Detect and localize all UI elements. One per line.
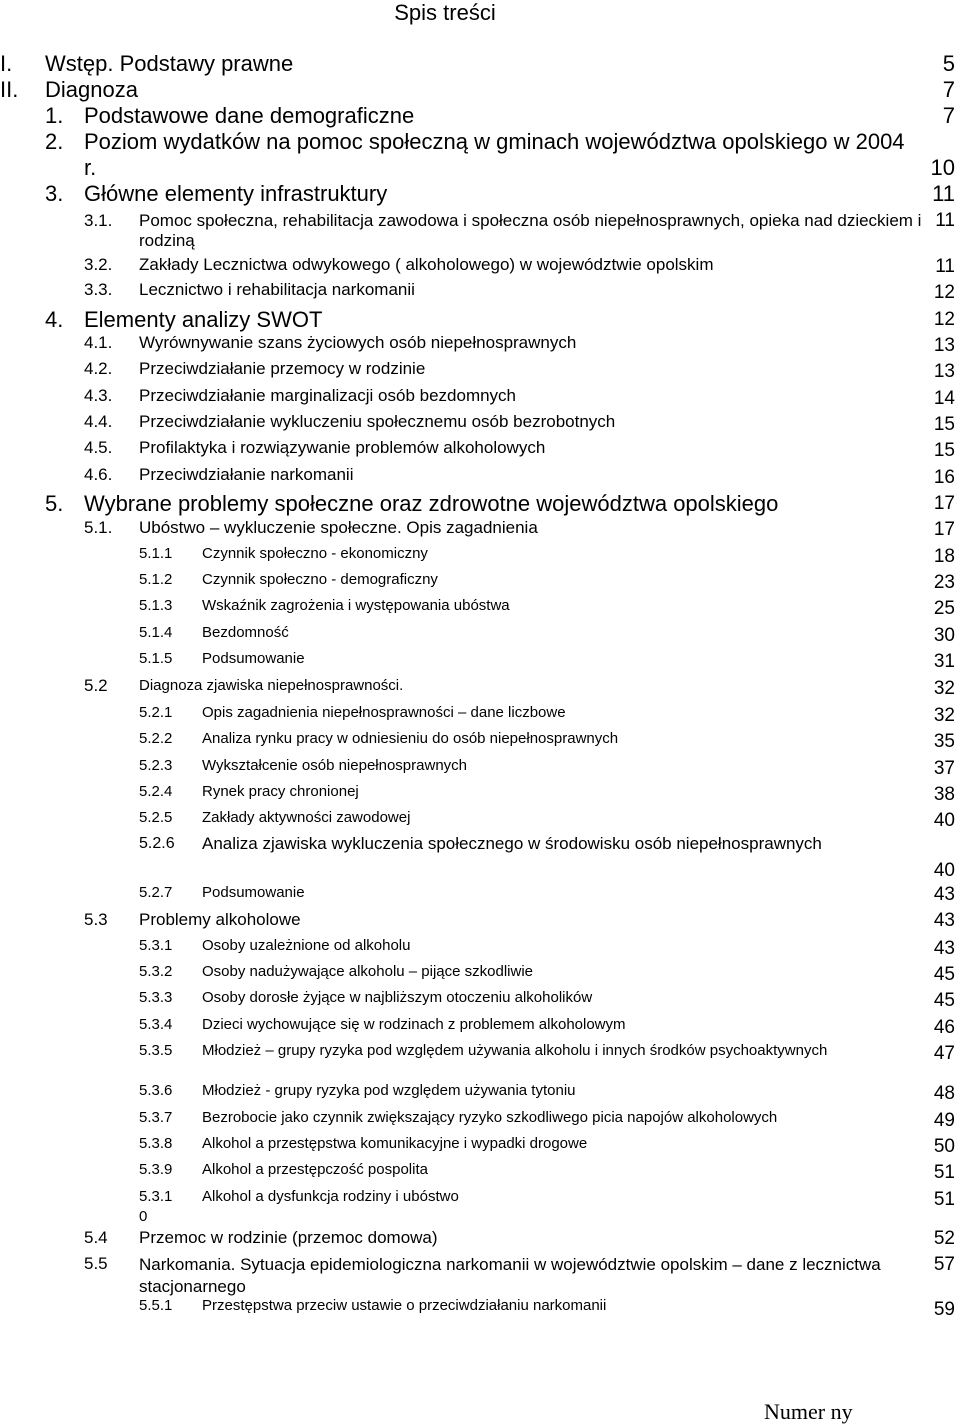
toc-number: 5.1. (84, 518, 113, 537)
toc-page: 11 (935, 256, 955, 277)
toc-text: Rynek pracy chronionej (202, 783, 359, 800)
toc-text: Poziom wydatków na pomoc społeczną w gminach województwa opolskiego w 2004 r. (84, 129, 905, 180)
toc-page: 59 (933, 1299, 955, 1320)
toc-number: 2. (45, 129, 64, 154)
toc-page: 14 (933, 388, 955, 409)
toc-number: 5.2.7 (139, 884, 173, 901)
toc-number: 4.3. (84, 386, 113, 405)
toc-number: 5.1.1 (139, 545, 173, 562)
toc-text: Przeciwdziałanie przemocy w rodzinie (139, 359, 426, 378)
toc-page: 40 (933, 810, 955, 831)
toc-page: 10 (930, 155, 955, 180)
toc-number: 4.4. (84, 412, 113, 431)
toc-page: 11 (932, 181, 955, 206)
toc-text: Wstęp. Podstawy prawne (45, 51, 294, 76)
toc-page: 57 (933, 1254, 955, 1275)
toc-text: Przeciwdziałanie wykluczeniu społecznemu osób bezrobotnych (139, 412, 616, 431)
toc-text: Młodzież - grupy ryzyka pod względem używania tytoniu (202, 1082, 576, 1099)
toc-page: 32 (933, 678, 955, 699)
toc-text: Problemy alkoholowe (139, 910, 301, 929)
toc-number: 5.4 (84, 1228, 108, 1247)
toc-page: 12 (933, 309, 955, 330)
toc-text: Narkomania. Sytuacja epidemiologiczna narkomanii w województwie opolskim – dane z lecznictwa stacjonarnego (139, 1255, 881, 1296)
toc-number: 5.1.3 (139, 597, 173, 614)
toc-number: 5.3.1 0 (139, 1188, 173, 1225)
toc-text: Czynnik społeczno - demograficzny (202, 571, 438, 588)
toc-page: 11 (935, 210, 955, 231)
toc-number: 5.3 (84, 910, 108, 929)
toc-number: 5.2.5 (139, 809, 173, 826)
toc-page: 7 (942, 77, 955, 102)
toc-number: 5.1.5 (139, 650, 173, 667)
toc-number: 5.3.2 (139, 963, 173, 980)
toc-number: 5.3.9 (139, 1161, 173, 1178)
toc-text: Osoby uzależnione od alkoholu (202, 937, 411, 954)
toc-number: 5.2.4 (139, 783, 173, 800)
toc-text: Przeciwdziałanie narkomanii (139, 465, 354, 484)
toc-text: Podstawowe dane demograficzne (84, 103, 415, 128)
toc-text: Wykształcenie osób niepełnosprawnych (202, 757, 468, 774)
toc-number: 5.2 (84, 676, 108, 695)
toc-text: Osoby dorosłe żyjące w najbliższym otoczeniu alkoholików (202, 989, 593, 1006)
toc-page: 45 (933, 990, 955, 1011)
toc-text: Wyrównywanie szans życiowych osób niepełnosprawnych (139, 333, 577, 352)
toc-text: Alkohol a przestępczość pospolita (202, 1161, 428, 1178)
toc-text: Diagnoza zjawiska niepełnosprawności. (139, 677, 404, 694)
toc-number: 5.3.5 (139, 1042, 173, 1059)
toc-text: Zakłady Lecznictwa odwykowego ( alkoholowego) w województwie opolskim (139, 255, 714, 274)
toc-page: 23 (933, 572, 955, 593)
toc-page: 32 (933, 705, 955, 726)
toc-page: 16 (933, 467, 955, 488)
toc-text: Przeciwdziałanie marginalizacji osób bezdomnych (139, 386, 517, 405)
toc-page: 38 (933, 784, 955, 805)
toc-number: 5.1.4 (139, 624, 173, 641)
toc-text: Alkohol a przestępstwa komunikacyjne i wypadki drogowe (202, 1135, 588, 1152)
toc-number: 5.3.7 (139, 1109, 173, 1126)
footer-text: Numer ny (764, 1399, 853, 1424)
toc-text: Osoby nadużywające alkoholu – pijące szkodliwie (202, 963, 534, 980)
toc-page: 50 (933, 1136, 955, 1157)
toc-page: 17 (933, 493, 955, 514)
toc-number: 5.2.2 (139, 730, 173, 747)
toc-number: 5.3.8 (139, 1135, 173, 1152)
toc-number: 4.1. (84, 333, 113, 352)
toc-text: Bezrobocie jako czynnik zwiększający ryzyko szkodliwego picia napojów alkoholowych (202, 1109, 778, 1126)
toc-page: 47 (933, 1043, 955, 1064)
toc-page: 35 (933, 731, 955, 752)
toc-text: Pomoc społeczna, rehabilitacja zawodowa i społeczna osób niepełnosprawnych, opieka nad dzieckiem i rodziną (139, 211, 922, 250)
toc-number: 4.6. (84, 465, 113, 484)
toc-text: Młodzież – grupy ryzyka pod względem używania alkoholu i innych środków psychoaktywnych (202, 1042, 828, 1059)
toc-text: Profilaktyka i rozwiązywanie problemów alkoholowych (139, 438, 546, 457)
toc-text: Podsumowanie (202, 884, 305, 901)
toc-page: 17 (933, 519, 955, 540)
toc-page: 5 (942, 51, 955, 76)
toc-number: 3.2. (84, 255, 113, 274)
toc-page: 7 (942, 103, 955, 128)
toc-text: Wybrane problemy społeczne oraz zdrowotne województwa opolskiego (84, 491, 779, 516)
toc-number: 3.3. (84, 280, 113, 299)
toc-page: 45 (933, 964, 955, 985)
toc-text: Bezdomność (202, 624, 289, 641)
toc-number: I. (0, 51, 13, 76)
toc-text: Główne elementy infrastruktury (84, 181, 388, 206)
toc-page: 43 (933, 884, 955, 905)
toc-text: Przemoc w rodzinie (przemoc domowa) (139, 1228, 438, 1247)
toc-number: 5.2.3 (139, 757, 173, 774)
toc-number: 5.3.1 (139, 937, 173, 954)
toc-page: 15 (933, 414, 955, 435)
toc-text: Podsumowanie (202, 650, 305, 667)
toc-text: Opis zagadnienia niepełnosprawności – dane liczbowe (202, 704, 566, 721)
toc-number: 5.3.3 (139, 989, 173, 1006)
toc-number: 5.5.1 (139, 1297, 173, 1314)
toc-text: Lecznictwo i rehabilitacja narkomanii (139, 280, 415, 299)
toc-text: Dzieci wychowujące się w rodzinach z problemem alkoholowym (202, 1016, 626, 1033)
toc-page: 49 (933, 1110, 955, 1131)
toc-text: Alkohol a dysfunkcja rodziny i ubóstwo (202, 1188, 459, 1205)
toc-page: 37 (933, 758, 955, 779)
toc-text: Wskaźnik zagrożenia i występowania ubóstwa (202, 597, 510, 614)
toc-page: 31 (933, 651, 955, 672)
toc-page: 46 (933, 1017, 955, 1038)
toc-number: 5.5 (84, 1254, 108, 1273)
toc-number: 5. (45, 491, 64, 516)
toc-number: 4. (45, 307, 64, 332)
toc-text: Diagnoza (45, 77, 138, 102)
toc-number: II. (0, 77, 19, 102)
toc-text: Ubóstwo – wykluczenie społeczne. Opis zagadnienia (139, 518, 538, 537)
toc-text: Zakłady aktywności zawodowej (202, 809, 411, 826)
toc-text: Czynnik społeczno - ekonomiczny (202, 545, 428, 562)
toc-number: 3. (45, 181, 64, 206)
toc-page: 30 (933, 625, 955, 646)
toc-number: 4.5. (84, 438, 113, 457)
toc-page: 43 (933, 938, 955, 959)
toc-page: 13 (933, 335, 955, 356)
toc-page: 12 (933, 282, 955, 303)
toc-page: 48 (933, 1083, 955, 1104)
toc-page: 51 (933, 1162, 955, 1183)
toc-number: 5.2.1 (139, 704, 173, 721)
toc-text: Analiza zjawiska wykluczenia społecznego w środowisku osób niepełnosprawnych (202, 834, 822, 853)
toc-number: 4.2. (84, 359, 113, 378)
toc-text: Analiza rynku pracy w odniesieniu do osób niepełnosprawnych (202, 730, 619, 747)
toc-page: 13 (933, 361, 955, 382)
toc-page: 40 (933, 860, 955, 881)
toc-page: 25 (933, 598, 955, 619)
toc-number: 5.3.4 (139, 1016, 173, 1033)
toc-page: 51 (933, 1189, 955, 1210)
toc-text: Elementy analizy SWOT (84, 307, 323, 332)
toc-number: 1. (45, 103, 64, 128)
toc-title: Spis treści (394, 0, 496, 25)
toc-number: 5.3.6 (139, 1082, 173, 1099)
toc-number: 3.1. (84, 211, 113, 230)
toc-page: 52 (933, 1228, 955, 1249)
toc-number: 5.1.2 (139, 571, 173, 588)
toc-page: 15 (933, 440, 955, 461)
toc-text: Przestępstwa przeciw ustawie o przeciwdziałaniu narkomanii (202, 1297, 607, 1314)
toc-page: 18 (933, 546, 955, 567)
toc-page: 43 (933, 910, 955, 931)
toc-number: 5.2.6 (139, 835, 175, 852)
